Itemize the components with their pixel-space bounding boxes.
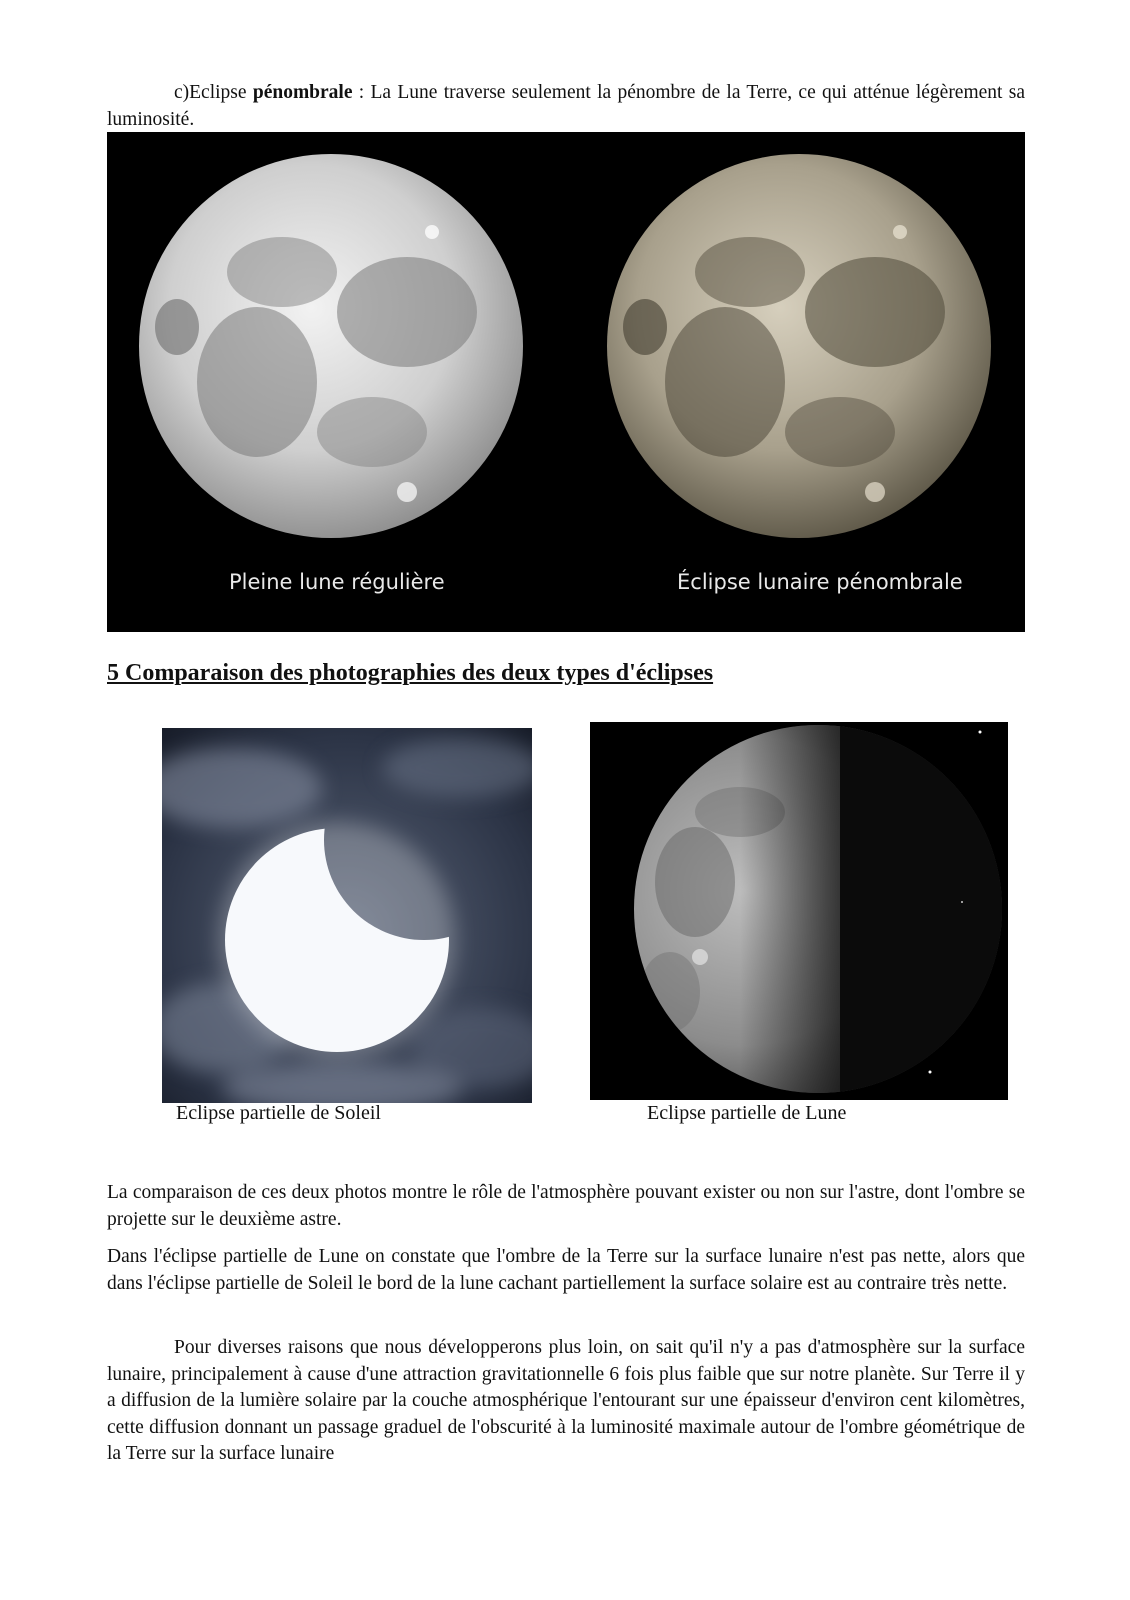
intro-rest: : La Lune traverse seulement la pénombre de la Terre, ce qui atténue légèrement sa luminosité. xyxy=(107,82,1025,130)
solar-eclipse-caption: Eclipse partielle de Soleil xyxy=(176,1102,381,1124)
moon-comparison-illustration xyxy=(107,132,1025,632)
paragraph-shadow-sharpness: Dans l'éclipse partielle de Lune on constate que l'ombre de la Terre sur la surface lunaire n'est pas nette, alors que dans l'éclipse partielle de Soleil le bord de la lune cachant partiellement la surface solaire est au contraire très nette. xyxy=(107,1246,1025,1294)
moon-comparison-image xyxy=(107,132,1025,632)
partial-lunar-eclipse-photo xyxy=(590,722,1008,1100)
intro-prefix: c)Eclipse xyxy=(174,82,253,103)
lunar-eclipse-illustration xyxy=(590,722,1008,1100)
paragraph-atmosphere: Pour diverses raisons que nous développerons plus loin, on sait qu'il n'y a pas d'atmosphère sur la surface lunaire, principalement à cause d'une attraction gravitationnelle 6 fois plus faible que sur notre planète. Sur Terre il y a diffusion de la lumière solaire par la couche atmosphérique l'entourant sur une épaisseur d'environ cent kilomètres, cette diffusion donnant un passage graduel de l'obscurité à la luminosité maximale autour de l'ombre géométrique de la Terre sur la surface lunaire xyxy=(107,1337,1025,1464)
intro-bold-term: pénombrale xyxy=(252,82,353,103)
section-heading: 5 Comparaison des photographies des deux types d'éclipses xyxy=(107,660,714,686)
penumbral-moon-caption: Éclipse lunaire pénombrale xyxy=(677,570,963,594)
full-moon xyxy=(139,154,523,538)
penumbral-moon xyxy=(607,154,991,538)
paragraph-comparison: La comparaison de ces deux photos montre le rôle de l'atmosphère pouvant exister ou non sur l'astre, dont l'ombre se projette sur le deuxième astre. xyxy=(107,1182,1025,1230)
solar-eclipse-illustration xyxy=(162,728,532,1103)
partial-solar-eclipse-photo xyxy=(162,728,532,1103)
full-moon-caption: Pleine lune régulière xyxy=(229,570,445,594)
intro-paragraph xyxy=(107,80,1025,133)
lunar-eclipse-caption: Eclipse partielle de Lune xyxy=(647,1102,847,1124)
